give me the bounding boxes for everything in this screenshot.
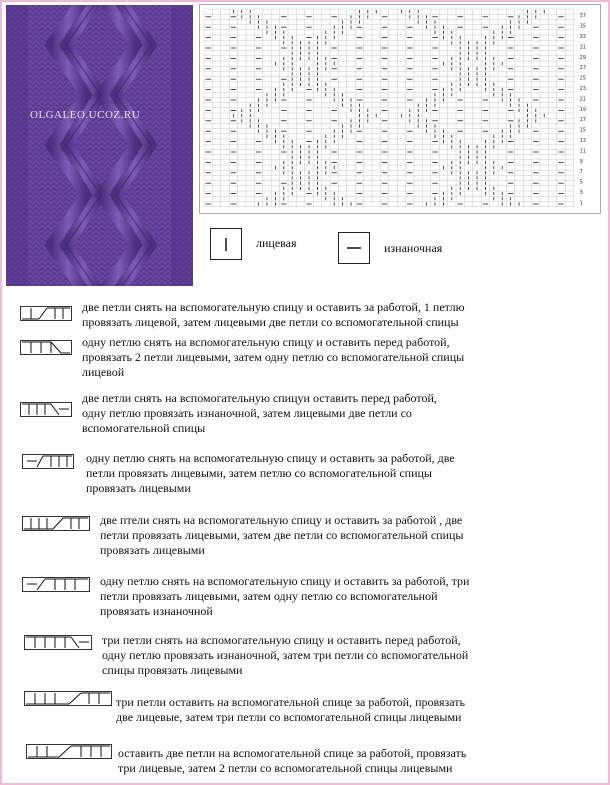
desc-line: провязать лицевыми bbox=[86, 481, 191, 495]
desc-line: одну петлю провязать изнаночной, затем три петли со вспомогательной bbox=[102, 648, 469, 662]
chart-row-number: 33 bbox=[579, 34, 586, 40]
desc-line: две лицевые, затем три петли со вспомогательной спицы лицевыми bbox=[116, 710, 462, 724]
chart-row-number: 7 bbox=[579, 169, 583, 176]
stitch-desc-2 bbox=[82, 335, 464, 380]
desc-line: провязать лицевыми bbox=[100, 543, 205, 557]
stitch-desc-4 bbox=[86, 451, 455, 496]
desc-line: провязать изнаночной bbox=[100, 604, 213, 618]
cable-symbol-4 bbox=[22, 454, 74, 469]
chart-row-number: 17 bbox=[579, 117, 586, 124]
desc-line: петли провязать лицевыми, затем петлю со вспомогательной спицы bbox=[86, 466, 432, 480]
desc-line: лицевой bbox=[82, 365, 125, 379]
chart-row-number: 11 bbox=[579, 148, 586, 155]
desc-line: три петли оставить на вспомогательной спице за работой, провязать bbox=[116, 695, 466, 709]
cable-pattern-image bbox=[6, 5, 193, 286]
chart-row-number: 31 bbox=[579, 44, 586, 51]
cable-symbol-1 bbox=[20, 306, 72, 321]
swatch-photo bbox=[6, 5, 193, 286]
desc-line: петли провязать лицевыми, затем две петли со вспомогательной спицы bbox=[100, 528, 464, 542]
stitch-desc-7 bbox=[102, 633, 468, 678]
desc-line: две петли снять на вспомогательную спицуи оставить перед работой, bbox=[82, 391, 437, 405]
legend-purl-label: изнаночная bbox=[384, 241, 443, 255]
desc-line: две петли снять на вспомогательную спицу и оставить за работой, 1 петлю bbox=[82, 300, 465, 314]
knitting-chart bbox=[199, 4, 601, 214]
desc-line: две птели снять на вспомогательную спицу и оставить за работой , две bbox=[100, 513, 463, 527]
desc-line: вспомогательной спицы bbox=[82, 421, 206, 435]
desc-line: три петли снять на вспомогательную спицу и оставить перед работой, bbox=[102, 633, 461, 647]
cable-symbol-7 bbox=[24, 635, 92, 650]
chart-row-number: 29 bbox=[579, 54, 586, 61]
cable-symbol-2 bbox=[20, 340, 72, 355]
chart-row-number: 27 bbox=[579, 65, 586, 72]
desc-line: оставить две петли на вспомогательной спице за работой, провязать bbox=[118, 746, 467, 760]
chart-row-number: 21 bbox=[579, 96, 586, 103]
legend-knit-label: лицевая bbox=[256, 236, 297, 250]
stitch-desc-3 bbox=[82, 391, 437, 436]
chart-row-number: 3 bbox=[579, 190, 583, 196]
cable-symbol-5 bbox=[22, 516, 90, 531]
chart-row-number: 19 bbox=[579, 106, 586, 113]
desc-line: одну петлю снять на вспомогательную спицу и оставить за работой, три bbox=[100, 574, 470, 588]
chart-row-number: 37 bbox=[579, 13, 586, 20]
desc-line: петли провязать лицевыми, затем одну петлю со вспомогательной bbox=[100, 589, 438, 603]
stitch-desc-9 bbox=[118, 746, 466, 776]
stitch-desc-6 bbox=[100, 574, 469, 619]
chart-grid bbox=[200, 5, 600, 213]
stitch-desc-5 bbox=[100, 513, 463, 558]
watermark-text: OLGALEO.UCOZ.RU bbox=[30, 109, 141, 121]
desc-line: три лицевые, затем 2 петли со вспомогательной спицы лицевыми bbox=[118, 761, 453, 775]
chart-row-number: 1 bbox=[579, 200, 583, 207]
chart-row-number: 25 bbox=[579, 75, 586, 82]
stitch-desc-1 bbox=[82, 300, 465, 330]
chart-row-number: 35 bbox=[579, 23, 586, 30]
desc-line: провязать 2 петли лицевыми, затем одну петлю со вспомогательной спицы bbox=[82, 350, 465, 364]
cable-symbol-6 bbox=[22, 577, 90, 592]
desc-line: провязать лицевой, затем лицевыми две петли со вспомогательной спицы bbox=[82, 315, 459, 329]
chart-row-number: 9 bbox=[579, 158, 583, 165]
chart-row-number: 13 bbox=[579, 138, 586, 144]
desc-line: одну петлю снять на вспомогательную спицу и оставить перед работой, bbox=[82, 335, 450, 349]
legend-knit-symbol bbox=[210, 228, 242, 260]
desc-line: одну петлю провязать изнаночной, затем лицевыми две петли со bbox=[82, 406, 412, 420]
desc-line: спицы провязать лицевыми bbox=[102, 663, 243, 677]
desc-line: одну петлю снять на вспомогательную спицу и оставить за работой, две bbox=[86, 451, 455, 465]
chart-row-number: 5 bbox=[579, 179, 583, 186]
cable-symbol-9 bbox=[26, 744, 112, 759]
stitch-desc-8 bbox=[116, 695, 465, 725]
cable-symbol-3 bbox=[20, 402, 72, 417]
cable-symbol-8 bbox=[24, 691, 112, 706]
legend-purl-symbol bbox=[338, 232, 370, 264]
chart-row-number: 23 bbox=[579, 86, 586, 92]
chart-row-number: 15 bbox=[579, 127, 586, 134]
